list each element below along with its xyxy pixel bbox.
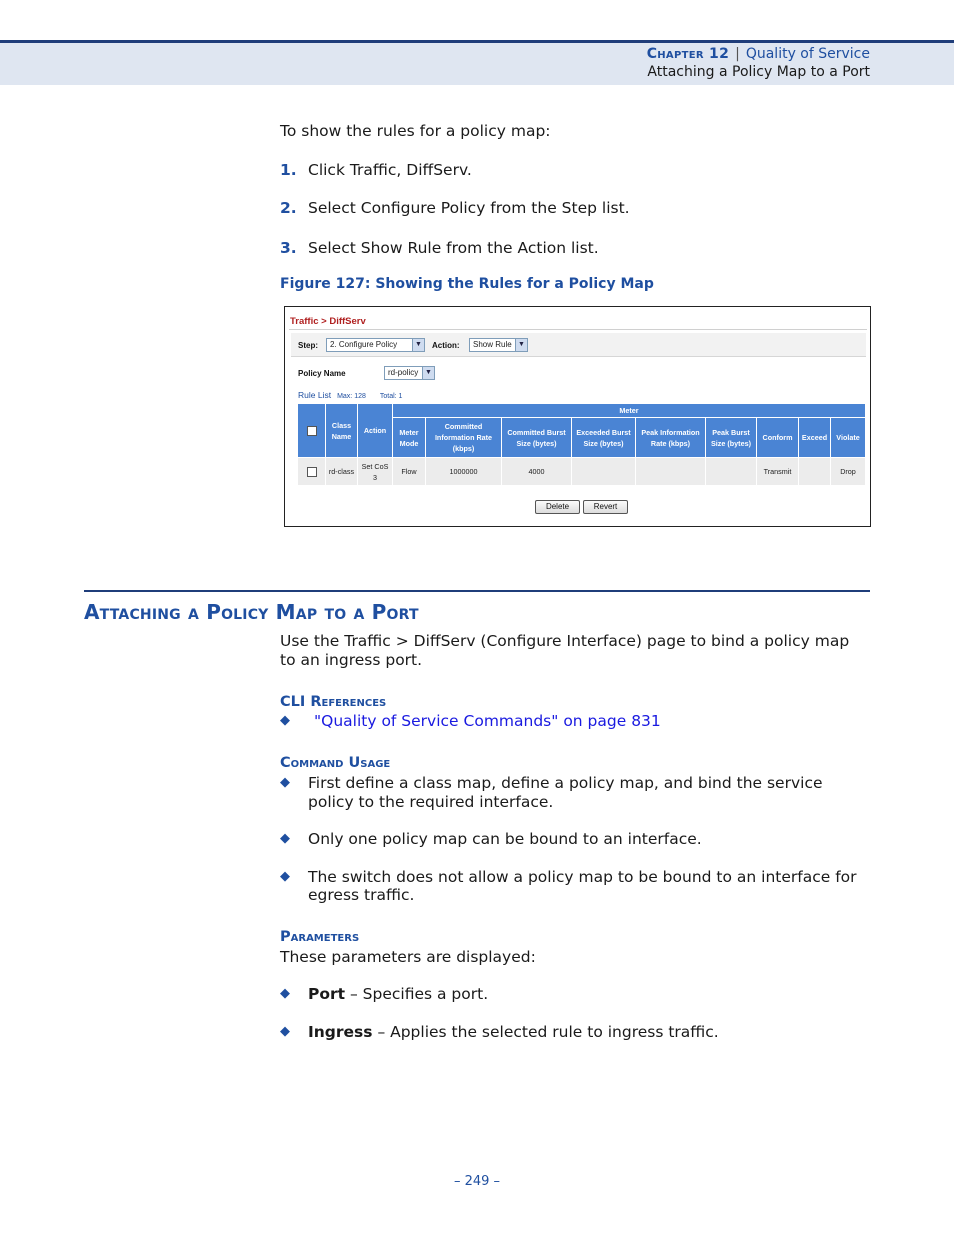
command-usage-heading: Command Usage	[280, 755, 391, 771]
section-title: Attaching a Policy Map to a Port	[84, 600, 419, 624]
step-3: 3. Select Show Rule from the Action list.	[280, 239, 599, 257]
parameter-term: Ingress	[308, 1023, 373, 1041]
section-rule	[84, 590, 870, 592]
row-checkbox[interactable]	[307, 467, 317, 477]
running-header-section: Attaching a Policy Map to a Port	[647, 64, 870, 80]
diamond-bullet-icon: ◆	[280, 1024, 290, 1039]
header-separator: |	[735, 46, 740, 62]
diamond-bullet-icon: ◆	[280, 775, 290, 790]
cell-pbs	[706, 458, 757, 486]
cell-violate: Drop	[831, 458, 866, 486]
delete-button[interactable]: Delete	[535, 500, 580, 514]
cell-cir: 1000000	[426, 458, 502, 486]
cell-action: Set CoS 3	[358, 458, 393, 486]
cell-meter-mode: Flow	[393, 458, 426, 486]
cell-conform: Transmit	[757, 458, 799, 486]
parameter-desc: – Specifies a port.	[345, 985, 489, 1003]
cli-reference-link[interactable]: "Quality of Service Commands" on page 831	[314, 712, 661, 730]
table-row	[298, 458, 866, 486]
col-ebs: Exceeded Burst Size (bytes)	[572, 418, 636, 458]
chevron-down-icon: ▼	[422, 367, 434, 379]
row-select-cell	[298, 458, 326, 486]
action-select[interactable]: Show Rule ▼	[469, 338, 528, 352]
select-all-header	[298, 404, 326, 458]
rule-list-title: Rule List Max: 128 Total: 1	[298, 390, 403, 400]
col-exceed: Exceed	[799, 418, 831, 458]
col-violate: Violate	[831, 418, 866, 458]
col-conform: Conform	[757, 418, 799, 458]
col-meter: Meter	[393, 404, 866, 418]
chevron-down-icon: ▼	[412, 339, 424, 351]
col-pbs: Peak Burst Size (bytes)	[706, 418, 757, 458]
parameters-intro: These parameters are displayed:	[280, 948, 536, 966]
cell-cbs: 4000	[502, 458, 572, 486]
parameter-term: Port	[308, 985, 346, 1003]
cell-ebs	[572, 458, 636, 486]
running-header-chapter	[647, 46, 870, 62]
col-action: Action	[358, 404, 393, 458]
diamond-bullet-icon: ◆	[280, 986, 290, 1001]
policy-name-select[interactable]: rd-policy ▼	[384, 366, 435, 380]
cell-pir	[636, 458, 706, 486]
col-meter-mode: Meter Mode	[393, 418, 426, 458]
action-label: Action:	[432, 341, 460, 350]
col-cir: Committed Information Rate (kbps)	[426, 418, 502, 458]
intro-text: To show the rules for a policy map:	[280, 122, 551, 140]
col-class-name: Class Name	[326, 404, 358, 458]
section-intro-line-1: Use the Traffic > DiffServ (Configure Interface) page to bind a policy map	[280, 632, 850, 650]
cli-references-heading: CLI References	[280, 694, 387, 710]
breadcrumb-divider	[289, 329, 867, 330]
chapter-title: Quality of Service	[745, 46, 870, 62]
diamond-bullet-icon: ◆	[280, 869, 290, 884]
breadcrumb[interactable]: Traffic > DiffServ	[290, 316, 366, 327]
chapter-number: Chapter 12	[646, 46, 730, 62]
rule-list-total: Total: 1	[379, 393, 403, 400]
figure-screenshot	[284, 306, 871, 527]
cell-class-name: rd-class	[326, 458, 358, 486]
diamond-bullet-icon: ◆	[280, 713, 290, 728]
parameter-desc: – Applies the selected rule to ingress traffic.	[372, 1023, 719, 1041]
cell-exceed	[799, 458, 831, 486]
chevron-down-icon: ▼	[515, 339, 527, 351]
diamond-bullet-icon: ◆	[280, 831, 290, 846]
policy-name-label: Policy Name	[298, 369, 346, 378]
step-select[interactable]: 2. Configure Policy ▼	[326, 338, 425, 352]
col-cbs: Committed Burst Size (bytes)	[502, 418, 572, 458]
col-pir: Peak Information Rate (kbps)	[636, 418, 706, 458]
step-2: 2. Select Configure Policy from the Step list.	[280, 199, 630, 217]
step-label: Step:	[298, 341, 318, 350]
parameters-heading: Parameters	[280, 929, 360, 945]
select-all-checkbox[interactable]	[307, 426, 317, 436]
step-1: 1. Click Traffic, DiffServ.	[280, 161, 472, 179]
rule-table	[297, 403, 866, 486]
step-action-bar	[291, 333, 866, 357]
figure-caption: Figure 127: Showing the Rules for a Policy Map	[280, 276, 654, 292]
section-intro-line-2: to an ingress port.	[280, 651, 423, 669]
page-number: – 249 –	[453, 1174, 501, 1189]
revert-button[interactable]: Revert	[583, 500, 628, 514]
rule-list-max: Max: 128	[337, 393, 366, 400]
